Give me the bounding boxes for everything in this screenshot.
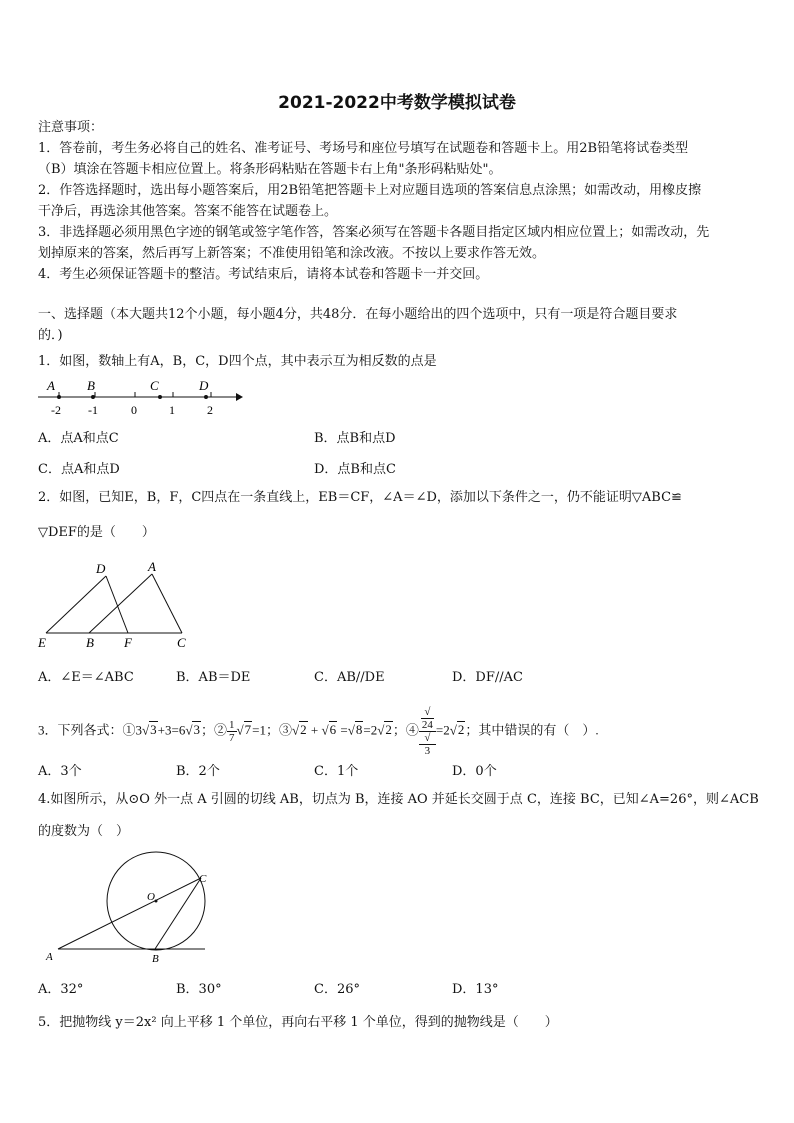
section-heading-cont: 的．) [38,328,63,343]
q2-option-a: A．∠E＝∠ABC [38,670,134,685]
item-mark: ② [214,722,228,738]
q3-stem: 3．下列各式：①3√3+3=6√3；② $\frac{1}{7}$ √7=1；③√2 + √6 =√8=2√2；④ √ 24 √ 3 =2√2；其中错误的有（ ）. [38,706,599,757]
q4-option-c: C．26° [314,982,360,997]
expr-text: = [337,722,348,738]
radicand: 6 [329,722,337,738]
notice-line: 3．非选择题必须用黑色字迹的钢笔或签字笔作答，答案必须写在答题卡各题目指定区域内相应位置上；如需改动，先 [38,225,710,240]
label-A: A [148,559,156,574]
tick-label: 1 [169,403,175,417]
expr-text: +3=6 [157,722,186,738]
q3-option-d: D．0个 [452,764,497,779]
separator: ； [200,722,214,738]
q3-option-a: A．3个 [38,764,82,779]
radicand: 8 [355,722,363,738]
tick-label: 2 [207,403,213,417]
section-heading: 一、选择题（本大题共12个小题，每小题4分，共48分．在每小题给出的四个选项中，只有一项是符合题目要求 [38,307,678,322]
tick-label: 0 [131,403,137,417]
q1-option-a: A．点A和点C [38,431,119,446]
q2-stem-cont: ▽DEF的是（ ） [38,525,155,540]
notice-line: 4．考生必须保证答题卡的整洁。考试结束后，请将本试卷和答题卡一并交回。 [38,267,489,282]
q1-option-d: D．点B和点C [314,462,396,477]
q2-option-d: D．DF//AC [452,670,523,685]
label-B: B [152,953,159,965]
point-label-D: D [199,378,209,393]
radicand: 3 [193,722,200,738]
q4-stem-cont: 的度数为（ ） [38,824,130,839]
label-A: A [46,951,53,963]
q3-prefix: 3．下列各式： [38,722,123,738]
notice-line: 1．答卷前，考生务必将自己的姓名、准考证号、考场号和座位号填写在试题卷和答题卡上。用2B铅笔将试卷类型 [38,141,689,156]
circle-tangent-figure [40,848,220,968]
q1-stem: 1．如图，数轴上有A，B，C，D四个点，其中表示互为相反数的点是 [38,354,437,369]
label-F: F [124,635,132,650]
point-label-C: C [150,378,159,393]
expr-text: =2 [363,722,378,738]
q4-option-b: B．30° [176,982,222,997]
q4-stem: 4.如图所示，从⊙O 外一点 A 引圆的切线 AB，切点为 B，连接 AO 并延长交圆于点 C，连接 BC，已知∠A=26°，则∠ACB [38,792,759,807]
item-mark: ④ [405,722,419,738]
fraction: √ 24 √ 3 [419,706,436,757]
q4-option-d: D．13° [452,982,499,997]
item-mark: ① [122,722,136,738]
notice-line: 干净后，再选涂其他答案。答案不能答在试题卷上。 [38,204,338,219]
q3-option-b: B．2个 [176,764,220,779]
page-title: 2021-2022中考数学模拟试卷 [278,93,516,113]
q5-stem: 5．把抛物线 y＝2x² 向上平移 1 个单位，再向右平移 1 个单位，得到的抛物线是（ ） [38,1015,558,1030]
label-B: B [86,635,94,650]
notice-line: （B）填涂在答题卡相应位置上。将条形码粘贴在答题卡右上角"条形码粘贴处"。 [38,162,502,177]
expr-text: =2 [435,722,450,738]
q2-option-b: B．AB＝DE [176,670,251,685]
point-label-B: B [87,378,95,393]
expr-text: =1 [252,722,266,738]
radicand: 3 [150,722,157,738]
tick-label: -2 [51,403,61,417]
fraction [227,719,237,744]
separator: ； [392,722,406,738]
radicand: 2 [457,722,465,738]
q2-option-c: C．AB//DE [314,670,385,685]
separator: ； [266,722,280,738]
notice-heading: 注意事项： [38,120,104,135]
numerator: 1 [229,719,235,731]
q1-option-c: C．点A和点D [38,462,120,477]
label-C: C [177,635,186,650]
numerator: 24 [421,719,433,731]
expr-text: 3 [135,722,143,738]
q1-option-b: B．点B和点D [314,431,396,446]
q3-option-c: C．1个 [314,764,359,779]
label-O: O [147,891,155,903]
notice-line: 2．作答选择题时，选出每小题答案后，用2B铅笔把答题卡上对应题目选项的答案信息点涂黑；如需改动，用橡皮擦 [38,183,702,198]
triangle-figure [34,558,194,652]
point-label-A: A [47,378,55,393]
denominator: 3 [419,744,436,757]
radicand: 2 [385,722,392,738]
item-mark: ③ [279,722,293,738]
radicand: 2 [300,722,307,738]
label-D: D [96,561,106,576]
number-line-figure [36,376,246,420]
radicand: 7 [244,722,252,738]
q4-option-a: A．32° [38,982,84,997]
expr-text: + [307,722,322,738]
label-C: C [199,873,207,885]
denominator: 7 [229,732,235,744]
tick-label: -1 [88,403,98,417]
q3-suffix: ；其中错误的有（ ）. [465,722,599,738]
q2-stem: 2．如图，已知E，B，F，C四点在一条直线上，EB＝CF，∠A＝∠D，添加以下条件之一，仍不能证明▽ABC≌ [38,490,682,505]
label-E: E [38,635,46,650]
notice-line: 划掉原来的答案，然后再写上新答案；不准使用铅笔和涂改液。不按以上要求作答无效。 [38,246,546,261]
